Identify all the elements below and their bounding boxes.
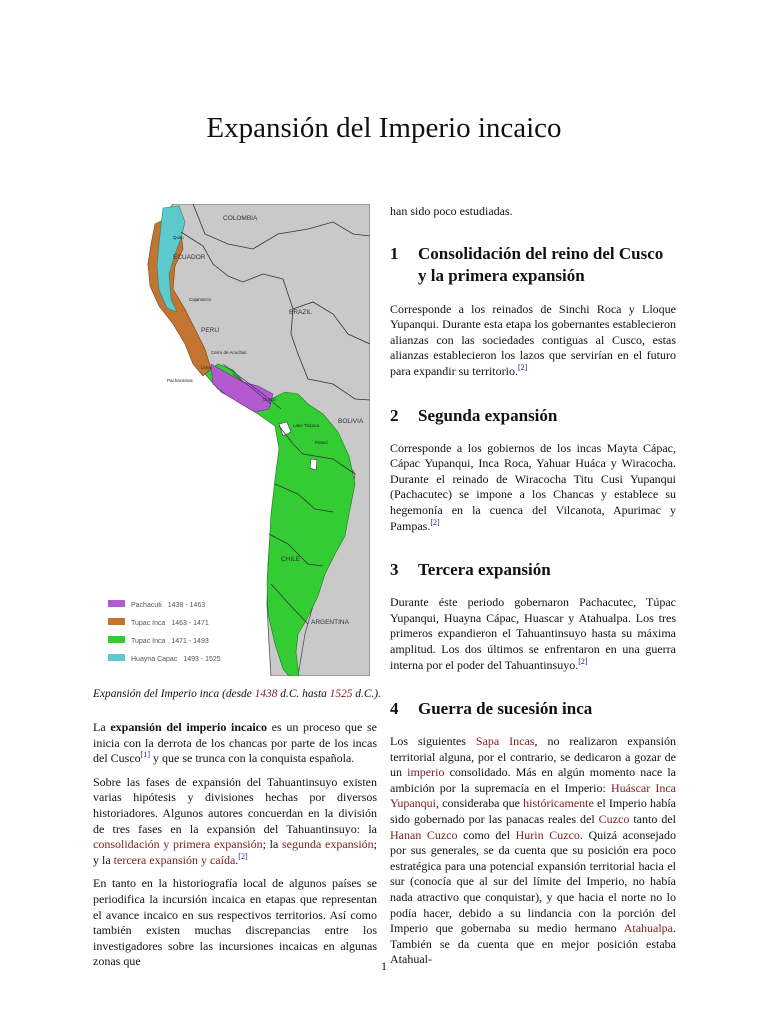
- svg-text:Huayna Capac1493 - 1525: Huayna Capac 1493 - 1525: [131, 656, 221, 663]
- link-consolidacion[interactable]: consolidación y primera expansión: [93, 837, 263, 852]
- svg-text:Tupac Inca1471 - 1493: Tupac Inca 1471 - 1493: [131, 638, 209, 645]
- label-bolivia: BOLIVIA: [338, 418, 364, 425]
- label-argentina: ARGENTINA: [311, 619, 349, 626]
- link-historicamente[interactable]: históricamente: [523, 796, 594, 811]
- page-title: Expansión del Imperio incaico: [206, 112, 562, 144]
- continued-text: han sido poco estudiadas.: [390, 204, 513, 218]
- svg-text:Lima: Lima: [201, 365, 211, 370]
- svg-text:Lake Titicaca: Lake Titicaca: [293, 423, 320, 428]
- page-number: 1: [381, 959, 387, 973]
- svg-text:Quito: Quito: [173, 235, 184, 240]
- legend-swatch-tupac-inca-1: [108, 618, 125, 625]
- svg-text:Tupac Inca1463 - 1471: Tupac Inca 1463 - 1471: [131, 620, 209, 627]
- svg-text:Cuzco: Cuzco: [263, 397, 276, 402]
- section-1-text: Corresponde a los reinados de Sinchi Roca y Lloque Yupanqui. Durante esta etapa los gobernantes establecieron alianzas con las sociedades contiguas al Cusco, estas alianzas establecieron los lazos que servirían en el futuro para expandir su territorio.[2]: [390, 301, 676, 378]
- figure-caption: Expansión del Imperio inca (desde 1438 d.C. hasta 1525 d.C.).: [93, 688, 381, 700]
- section-heading-3: 3 Tercera expansión: [390, 560, 551, 580]
- link-sapa-incas[interactable]: Sapa Incas: [475, 734, 535, 749]
- ref-link[interactable]: [2]: [517, 362, 528, 372]
- inca-expansion-map: [93, 204, 370, 676]
- section-heading-2: 2 Segunda expansión: [390, 405, 558, 425]
- link-segunda-expansion[interactable]: segunda expansión: [282, 837, 374, 852]
- section-4-text: Los siguientes Sapa Incas, no realizaron expansión territorial alguna, por el contrario, se dedicaron a gozar de un imperio consolidado. Más en algún momento nace la ambición por la supremacía en el Imperio: Huáscar Inca Yupanqui, consideraba que históricamente el Imperio había sido gobernado por las panacas reales del Cuzco tanto del Hanan Cuzco como del Hurin Cuzco. Quizá aconsejado por sus generales, se da cuenta que su posición era poco estratégica para una potencial expansión territorial hacia el sur (conocía que al sur del límite del Imperio, no había nada atractivo que conquistar), y que hacia el norte no lo podía hacer, debido a su lindancia con la porción del Imperio que gobernaba su medio hermano Atahualpa. También se da cuenta que en mejor posición estaba Atahual-: [390, 734, 677, 967]
- svg-text:Cajamarca: Cajamarca: [189, 297, 211, 302]
- ref-link[interactable]: [1]: [140, 750, 150, 760]
- link-huascar[interactable]: Huáscar Inca Yupanqui: [390, 780, 676, 811]
- right-column: [390, 204, 676, 976]
- left-column: [93, 720, 377, 978]
- ref-link[interactable]: [2]: [430, 517, 440, 527]
- legend-swatch-huayna-capac: [108, 654, 125, 661]
- legend-swatch-tupac-inca-2: [108, 636, 125, 643]
- section-2-text: Corresponde a los gobiernos de los incas Mayta Cápac, Cápac Yupanqui, Inca Roca, Yahuar Huáca y Wiracocha. Durante el reinado de Wiracocha Titu Cusi Yupanqui (Pachacutec) se impone a los Chancas y establece su hegemonía en la cuenca del Vilcanota, Apurimac y Pampas.[2]: [390, 440, 676, 533]
- svg-text:Pachacuti1438 - 1463: Pachacuti 1438 - 1463: [131, 602, 206, 609]
- section-heading-4: 4 Guerra de sucesión inca: [390, 699, 593, 719]
- section-heading-1: 1 Consolidación del reino del Cusco y la primera expansión: [390, 243, 664, 285]
- svg-text:Potosí: Potosí: [315, 440, 328, 445]
- link-hurin-cuzco[interactable]: Hurin Cuzco: [515, 827, 580, 842]
- ref-link[interactable]: [2]: [238, 851, 248, 861]
- phases-paragraph: Sobre las fases de expansión del Tahuantinsuyo existen varias hipótesis y divisiones hechas por diversos historiadores. Algunos autores concuerdan en la división de tres fases en la expansión del Tahuantinsuyo: la consolidación y primera expansión; la segunda expansión; y la tercera expansión y caída.[2]: [93, 774, 377, 867]
- ref-link[interactable]: [2]: [578, 656, 588, 666]
- svg-text:Pachacamac: Pachacamac: [167, 378, 194, 383]
- label-peru: PERU: [201, 327, 220, 334]
- legend-swatch-pachacuti: [108, 600, 125, 607]
- link-atahualpa[interactable]: Atahualpa: [623, 921, 673, 936]
- link-cuzco[interactable]: Cuzco: [598, 812, 630, 827]
- label-ecuador: ECUADOR: [173, 254, 206, 261]
- historiography-paragraph: En tanto en la historiografía local de algunos países se periodifica la incursión incaica en etapas que representan el avance incaico en sus respectivos territorios. Así como también existen muchas discrepancias entre los investigadores sobre las incursiones incaicas en algunas zonas que: [93, 876, 377, 969]
- intro-paragraph: La expansión del imperio incaico es un proceso que se inicia con la derrota de los chancas por parte de los incas del Cusco[1] y que se trunca con la conquista española.: [93, 720, 378, 766]
- svg-text:Cerro de Acuchac: Cerro de Acuchac: [211, 350, 247, 355]
- label-brazil: BRAZIL: [289, 309, 312, 316]
- link-tercera-expansion[interactable]: tercera expansión y caída: [113, 852, 236, 867]
- link-imperio[interactable]: imperio: [407, 765, 445, 780]
- label-colombia: COLOMBIA: [223, 215, 258, 222]
- section-3-text: Durante éste periodo gobernaron Pachacutec, Túpac Yupanqui, Huayna Cápac, Huascar y Atahualpa. Los tres primeros expandieron el Tahuantinsuyo hasta su máxima amplitud. Los dos últimos se enfrentaron en una guerra interna por el poder del Tahuantinsuyo.[2]: [390, 595, 676, 672]
- label-chile: CHILE: [281, 556, 301, 563]
- link-hanan-cuzco[interactable]: Hanan Cuzco: [390, 827, 458, 842]
